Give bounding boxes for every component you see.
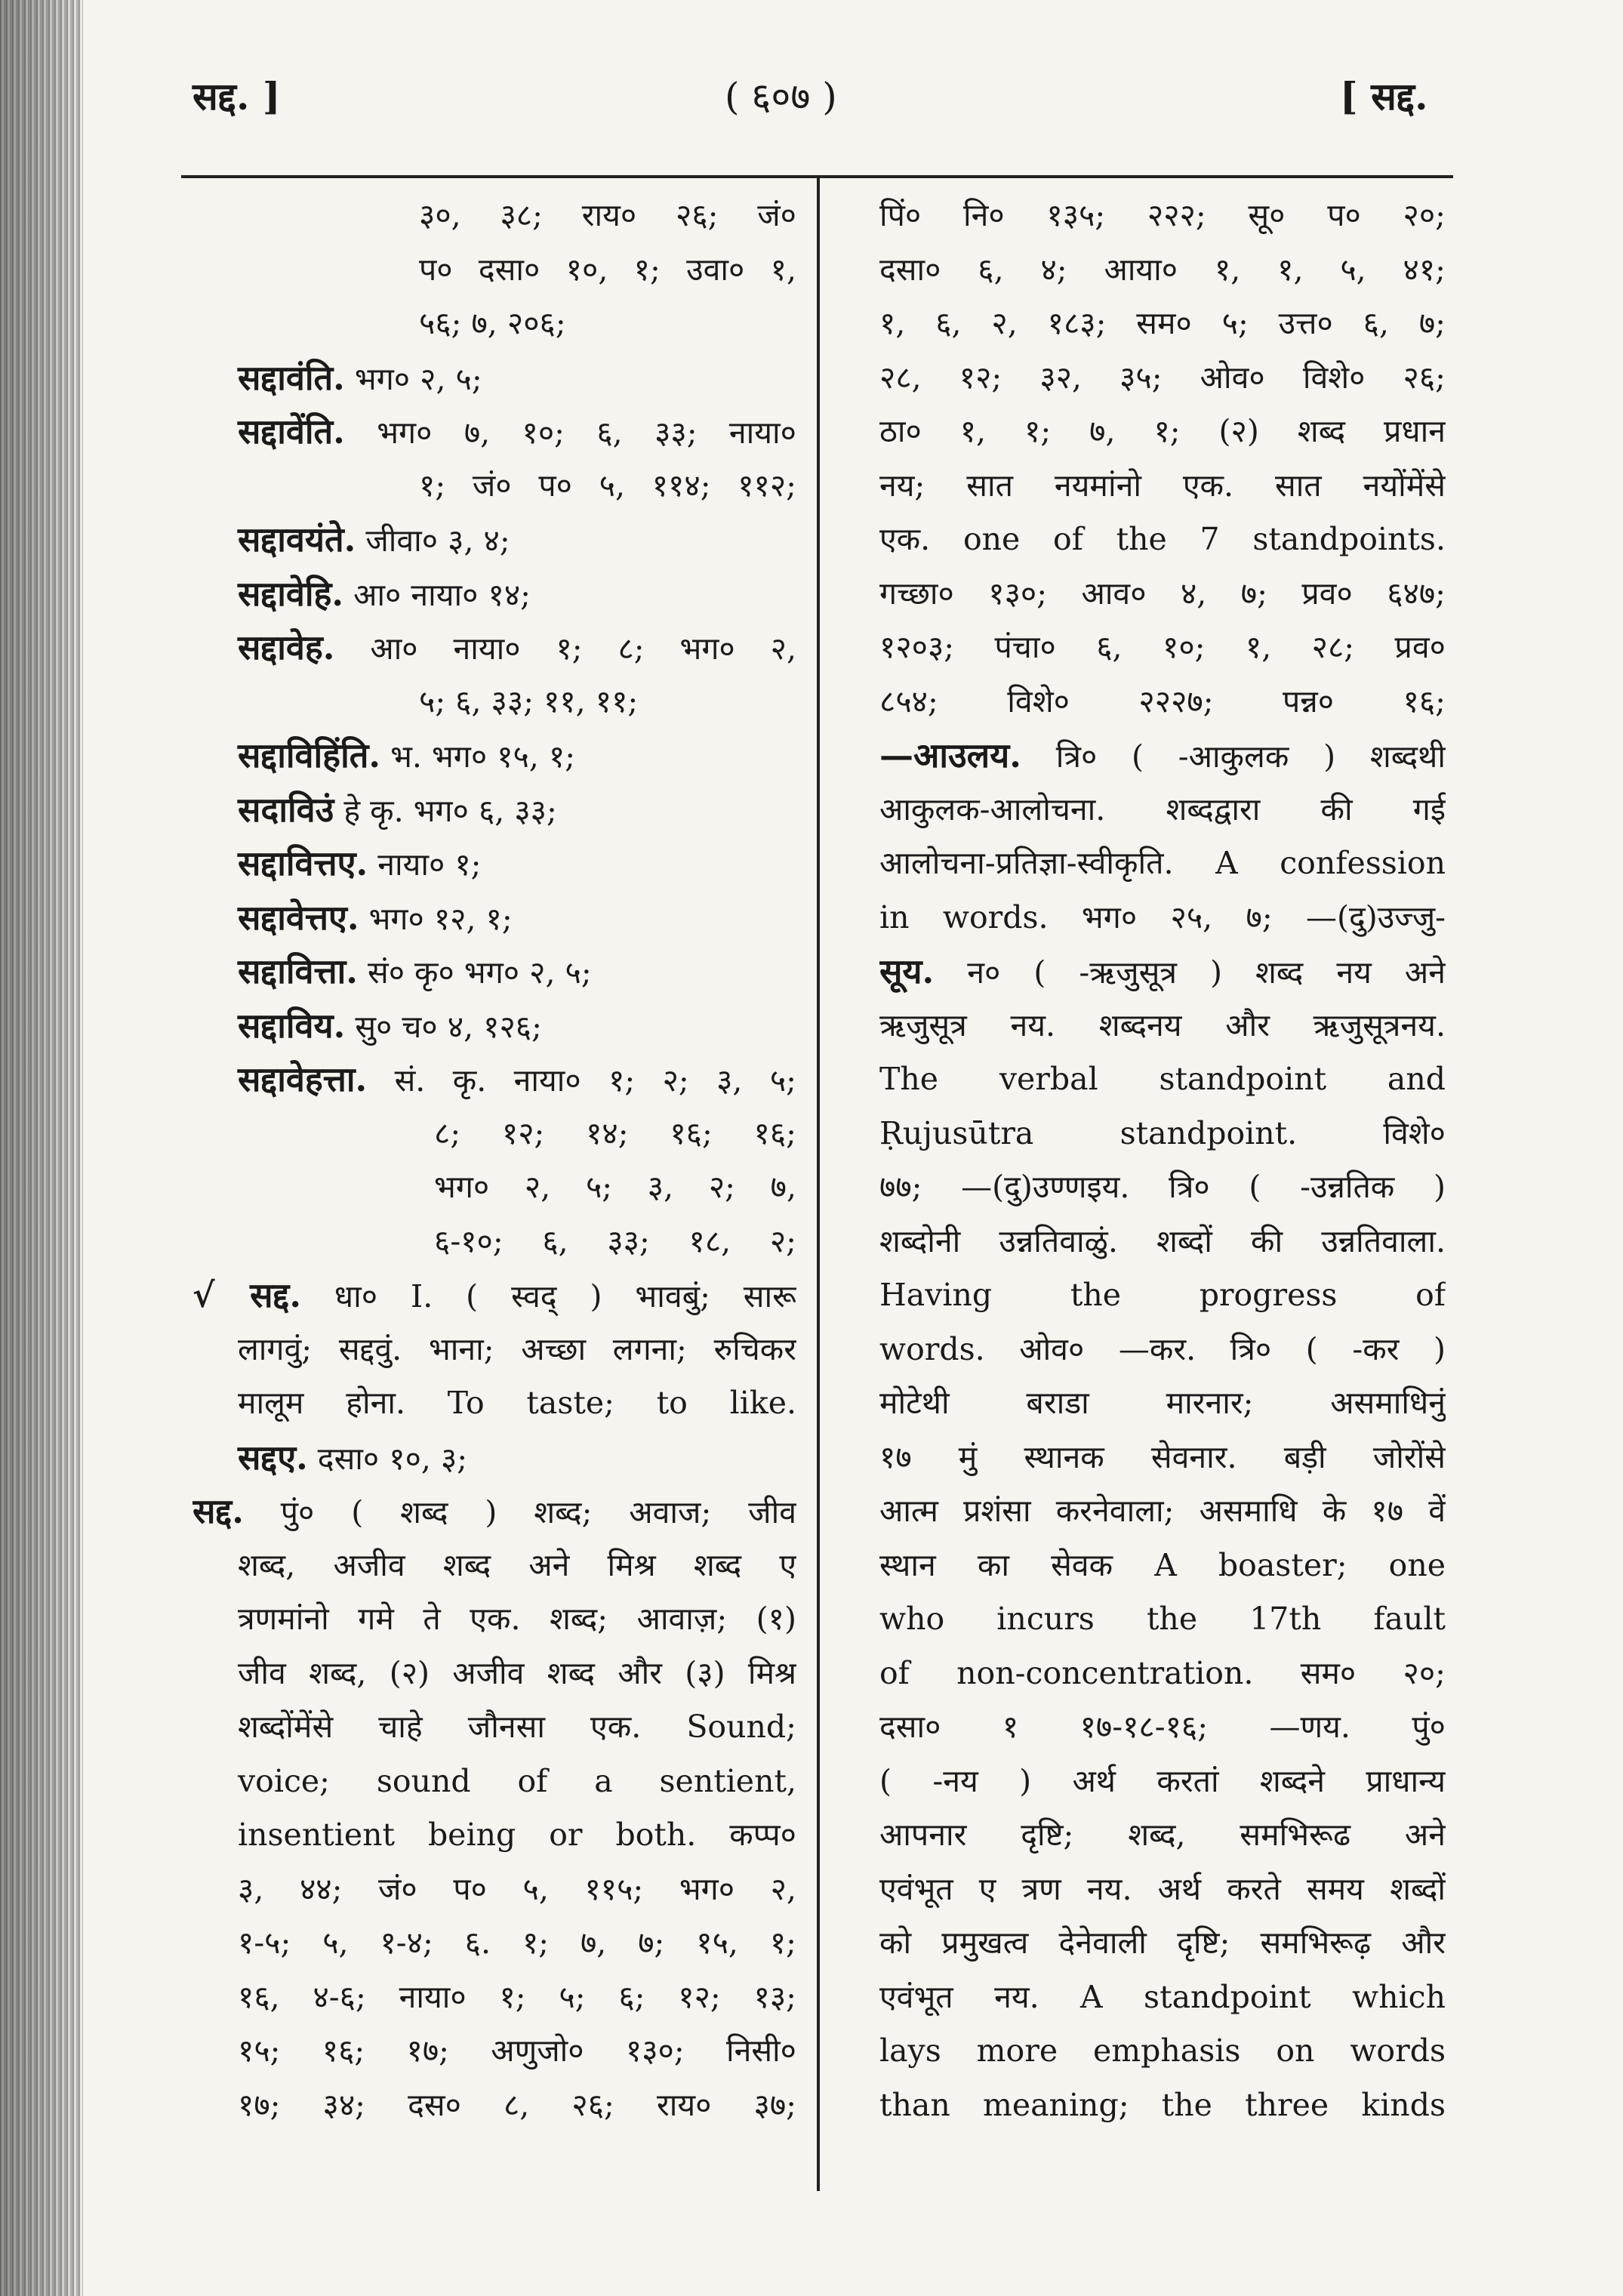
entry-text: शब्द, अजीव शब्द अने मिश्र शब्द ए [238, 1546, 796, 1583]
dictionary-line [192, 729, 796, 783]
dictionary-line [879, 567, 1446, 621]
dictionary-line [192, 999, 796, 1053]
dictionary-line [879, 1863, 1446, 1917]
entry-text: आत्म प्रशंसा करनेवाला; असमाधि के १७ वें [879, 1493, 1446, 1529]
dictionary-line [192, 1484, 796, 1539]
entry-text: जीव शब्द, (२) अजीव शब्द और (३) मिश्र [238, 1654, 796, 1691]
entry-text: पुं० ( शब्द ) शब्द; अवाज; जीव [243, 1494, 796, 1530]
entry-text: गच्छा० १३०; आव० ४, ७; प्रव० ६४७; [879, 575, 1446, 612]
headword: सूय. [879, 951, 935, 991]
dictionary-line [192, 1323, 796, 1377]
headword: सद्दावयंते. [238, 519, 356, 559]
dictionary-line [192, 1107, 796, 1161]
dictionary-line [879, 1539, 1446, 1593]
entry-text: ३०, ३८; राय० २६; जं० [419, 197, 796, 233]
page-number: ( ६०७ ) [725, 75, 837, 119]
entry-text: Having the progress of [879, 1277, 1446, 1313]
entry-text: who incurs the 17th fault [879, 1601, 1446, 1637]
dictionary-line [192, 1755, 796, 1809]
dictionary-line [879, 1052, 1446, 1107]
dictionary-line [879, 1431, 1446, 1485]
headword: सद्दावेंति. [238, 411, 345, 451]
entry-text: सं० कृ० भग० २, ५; [357, 954, 592, 991]
entry-text: सं. कृ. नाया० १; २; ३, ५; [367, 1062, 796, 1099]
dictionary-line [879, 1647, 1446, 1701]
dictionary-line [879, 459, 1446, 513]
dictionary-line [879, 891, 1446, 945]
entry-text: ३, ४४; जं० प० ५, ११५; भग० २, [238, 1870, 796, 1907]
dictionary-line [879, 1755, 1446, 1809]
dictionary-line [879, 2024, 1446, 2079]
dictionary-line [879, 2079, 1446, 2133]
entry-text: १५; १६; १७; अणुजो० १३०; निसी० [238, 2032, 796, 2069]
headword: सद्दावित्तए. [238, 843, 368, 883]
dictionary-line [192, 2024, 796, 2079]
entry-text: त्रि० ( -आकुलक ) शब्दथी [1021, 738, 1446, 775]
running-head-left: सद्द. ] [192, 74, 281, 119]
entry-text: lays more emphasis on words [879, 2032, 1446, 2069]
column-divider [817, 175, 820, 2191]
dictionary-line [879, 1484, 1446, 1539]
dictionary-line [192, 1539, 796, 1593]
entry-text: मोटेथी बराडा मारनार; असमाधिनुं [879, 1385, 1446, 1421]
dictionary-line [192, 459, 796, 513]
dictionary-line [879, 1700, 1446, 1755]
entry-text: १७; ३४; दस० ८, २६; राय० ३७; [238, 2086, 796, 2123]
entry-text: १; जं० प० ५, ११४; ११२; [419, 467, 796, 504]
dictionary-line [192, 1268, 796, 1323]
entry-text: दसा० १ १७-१८-१६; —णय. पुं० [879, 1709, 1446, 1745]
entry-text: words. ओव० —कर. त्रि० ( -कर ) [879, 1330, 1446, 1367]
entry-text: १, ६, २, १८३; सम० ५; उत्त० ६, ७; [879, 305, 1446, 341]
entry-text: हे कृ. भग० ६, ३३; [334, 792, 557, 829]
entry-text: The verbal standpoint and [879, 1061, 1446, 1097]
dictionary-line [192, 1431, 796, 1485]
entry-text: दसा० ६, ४; आया० १, १, ५, ४१; [879, 251, 1446, 288]
entry-text: एवंभूत ए त्रण नय. अर्थ करते समय शब्दों [879, 1870, 1446, 1907]
headword: सद्दावेहत्ता. [238, 1059, 368, 1099]
dictionary-line [192, 2079, 796, 2133]
right-column [879, 189, 1446, 2132]
running-head-right: [ सद्द. [1340, 74, 1428, 119]
dictionary-line [879, 783, 1446, 837]
headword: सद्दाविहिंति. [238, 735, 381, 775]
entry-text: आ० नाया० १; ८; भग० २, [334, 630, 796, 667]
entry-text: आलोचना-प्रतिज्ञा-स्वीकृति. A confession [879, 845, 1446, 881]
dictionary-line [192, 351, 796, 405]
entry-text: एक. one of the 7 standpoints. [879, 521, 1446, 557]
dictionary-line [192, 1215, 796, 1269]
dictionary-line [192, 1808, 796, 1863]
dictionary-line [879, 1808, 1446, 1863]
dictionary-line [879, 1592, 1446, 1647]
dictionary-line [879, 1215, 1446, 1269]
entry-text: आपनार दृष्टि; शब्द, समभिरूढ अने [879, 1817, 1446, 1853]
entry-text: ८५४; विशे० २२२७; पन्न० १६; [879, 683, 1446, 720]
entry-text: in words. भग० २५, ७; —(दु)उज्जु- [879, 898, 1446, 935]
dictionary-line [879, 297, 1446, 351]
entry-text: न० ( -ऋजुसूत्र ) शब्द नय अने [934, 954, 1446, 991]
headword: सद्दावित्ता. [238, 951, 358, 991]
entry-text: ७७; —(दु)उण्णइय. त्रि० ( -उन्नतिक ) [879, 1169, 1446, 1205]
entry-text: भग० २, ५; [344, 360, 482, 397]
headword: सद्दाविय. [238, 1005, 346, 1046]
entry-text: जीवा० ३, ४; [356, 522, 510, 559]
dictionary-line [192, 1052, 796, 1107]
dictionary-line [192, 1700, 796, 1755]
headword: सद्दए. [238, 1437, 308, 1478]
entry-text: २८, १२; ३२, ३५; ओव० विशे० २६; [879, 359, 1446, 396]
entry-text: भग० २, ५; ३, २; ७, [434, 1169, 796, 1205]
entry-text: मालूम होना. To taste; to like. [238, 1385, 796, 1421]
headword: —आउलय. [879, 735, 1021, 775]
entry-text: of non-concentration. सम० २०; [879, 1654, 1446, 1691]
entry-text: insentient being or both. कप्प० [238, 1817, 796, 1853]
dictionary-line [879, 1323, 1446, 1377]
headword: सद्दावेहि. [238, 573, 344, 614]
book-binding-edge [0, 0, 83, 2296]
entry-text: सु० च० ४, १२६; [345, 1008, 542, 1045]
dictionary-line [192, 1592, 796, 1647]
dictionary-line [192, 1376, 796, 1431]
entry-text: भ. भग० १५, १; [380, 738, 576, 775]
entry-text: १६, ४-६; नाया० १; ५; ६; १२; १३; [238, 1978, 796, 2015]
headword: सद्दावेत्तए. [238, 897, 359, 938]
dictionary-line [879, 837, 1446, 891]
entry-text: voice; sound of a sentient, [238, 1762, 796, 1799]
dictionary-line [879, 675, 1446, 729]
dictionary-line [192, 621, 796, 675]
headword: √ सद्द. [192, 1275, 301, 1315]
dictionary-line [879, 1160, 1446, 1215]
headword: सद्द. [192, 1491, 244, 1531]
entry-text: आकुलक-आलोचना. शब्दद्वारा की गई [879, 791, 1446, 827]
entry-text: पिं० नि० १३५; २२२; सू० प० २०; [879, 197, 1446, 233]
dictionary-line [879, 351, 1446, 405]
dictionary-line [879, 1376, 1446, 1431]
entry-text: धा० I. ( स्वद् ) भावबुं; सारू [301, 1278, 796, 1314]
entry-text: शब्दोंमेंसे चाहे जौनसा एक. Sound; [238, 1709, 796, 1745]
dictionary-line [192, 891, 796, 945]
entry-text: ८; १२; १४; १६; १६; [434, 1114, 796, 1151]
entry-text: ६-१०; ६, ३३; १८, २; [434, 1222, 796, 1259]
dictionary-line [192, 1647, 796, 1701]
entry-text: दसा० १०, ३; [307, 1440, 468, 1477]
entry-text: त्रणमांनो गमे ते एक. शब्द; आवाज़; (१) [238, 1601, 796, 1637]
entry-text: Ṛujusūtra standpoint. विशे० [879, 1114, 1446, 1151]
dictionary-line [192, 837, 796, 891]
entry-text: आ० नाया० १४; [343, 576, 531, 613]
entry-text: than meaning; the three kinds [879, 2086, 1446, 2123]
dictionary-line [192, 1916, 796, 1971]
dictionary-line [879, 243, 1446, 297]
dictionary-line [192, 945, 796, 999]
dictionary-line [879, 1107, 1446, 1161]
headword: सद्दावेह. [238, 627, 335, 667]
dictionary-line [879, 513, 1446, 567]
entry-text: भग० १२, १; [359, 900, 513, 937]
dictionary-line [879, 621, 1446, 675]
entry-text: स्थान का सेवक A boaster; one [879, 1546, 1446, 1583]
dictionary-line [192, 567, 796, 621]
dictionary-line [192, 243, 796, 297]
dictionary-line [192, 1160, 796, 1215]
entry-text: १-५; ५, १-४; ६. १; ७, ७; १५, १; [238, 1925, 796, 1961]
headword: सद्दावंति. [238, 357, 345, 398]
dictionary-line [192, 1971, 796, 2025]
dictionary-line [879, 945, 1446, 999]
entry-text: ठा० १, १; ७, १; (२) शब्द प्रधान [879, 413, 1446, 449]
dictionary-line [192, 189, 796, 243]
dictionary-line [879, 405, 1446, 459]
dictionary-line [192, 513, 796, 567]
entry-text: शब्दोनी उन्नतिवाळुं. शब्दों की उन्नतिवाला. [879, 1222, 1446, 1259]
entry-text: को प्रमुखत्व देनेवाली दृष्टि; समभिरूढ़ और [879, 1925, 1446, 1961]
dictionary-line [879, 189, 1446, 243]
entry-text: नय; सात नयमांनो एक. सात नयोंमेंसे [879, 467, 1446, 504]
headword: सदाविउं [238, 789, 334, 830]
entry-text: एवंभूत नय. A standpoint which [879, 1978, 1446, 2015]
dictionary-line [879, 1268, 1446, 1323]
entry-text: ( -नय ) अर्थ करतां शब्दने प्राधान्य [879, 1762, 1446, 1799]
entry-text: ५; ६, ३३; ११, ११; [419, 683, 639, 720]
entry-text: नाया० १; [368, 846, 482, 883]
dictionary-line [879, 729, 1446, 783]
entry-text: ऋजुसूत्र नय. शब्दनय और ऋजुसूत्रनय. [879, 1006, 1446, 1043]
dictionary-line [879, 1916, 1446, 1971]
dictionary-line [192, 675, 796, 729]
entry-text: १२०३; पंचा० ६, १०; १, २८; प्रव० [879, 629, 1446, 665]
dictionary-line [879, 999, 1446, 1053]
entry-text: ५६; ७, २०६; [419, 305, 566, 341]
left-column [192, 189, 796, 2132]
entry-text: प० दसा० १०, १; उवा० १, [419, 251, 796, 288]
dictionary-line [879, 1971, 1446, 2025]
dictionary-line [192, 1863, 796, 1917]
entry-text: १७ मुं स्थानक सेवनार. बड़ी जोरोंसे [879, 1438, 1446, 1475]
entry-text: भग० ७, १०; ६, ३३; नाया० [344, 415, 796, 451]
dictionary-line [192, 405, 796, 459]
entry-text: लागवुं; सद्दवुं. भाना; अच्छा लगना; रुचिकर [238, 1330, 796, 1367]
dictionary-line [192, 297, 796, 351]
dictionary-line [192, 783, 796, 837]
